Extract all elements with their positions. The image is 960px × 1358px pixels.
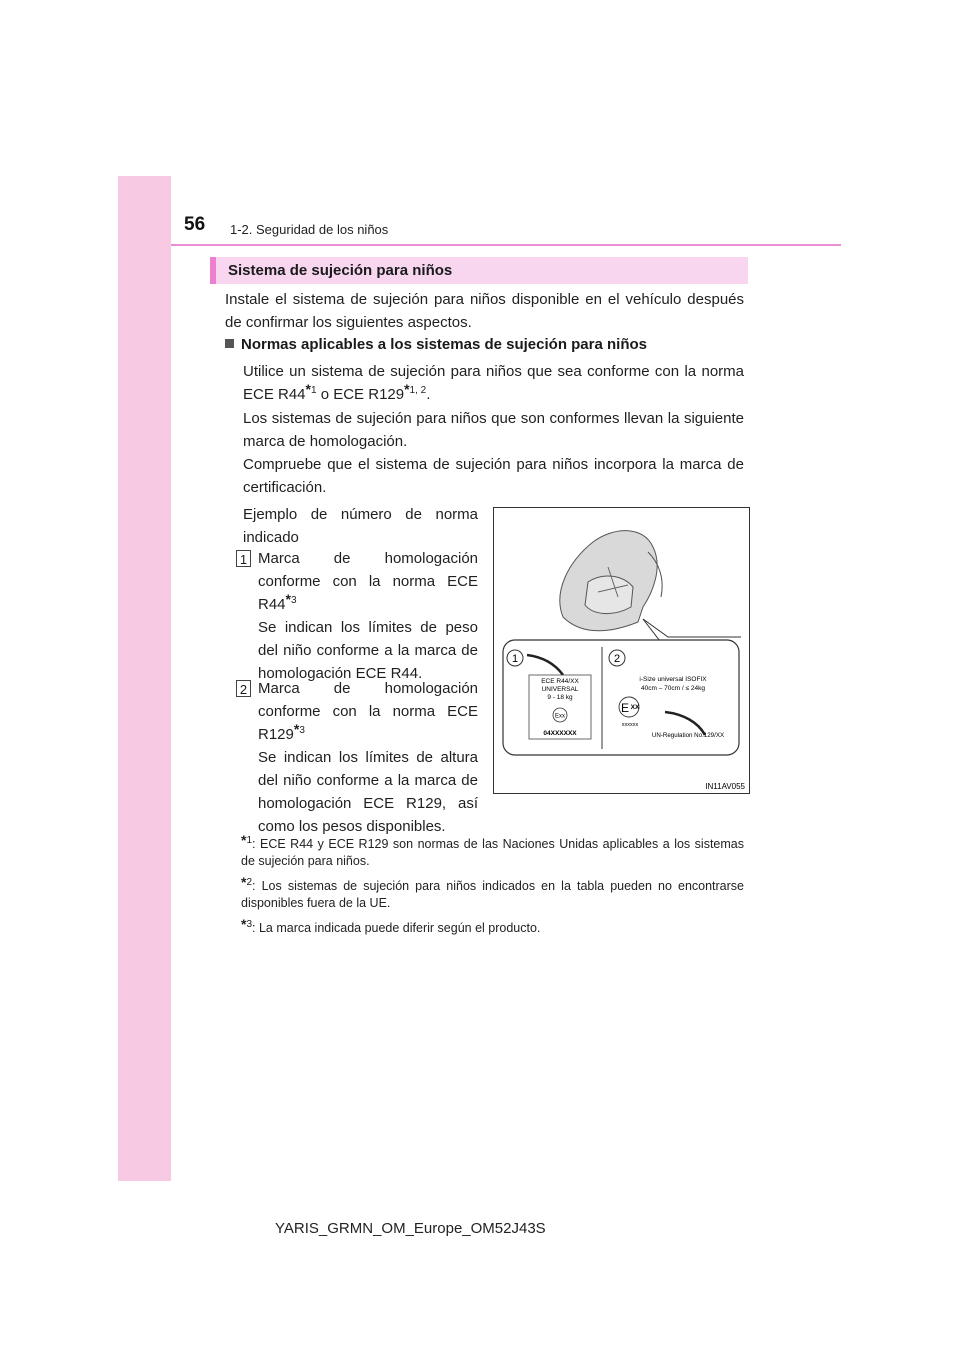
asterisk-mark: * xyxy=(241,874,247,890)
header-divider xyxy=(171,244,841,246)
figure-id: IN11AV055 xyxy=(705,782,745,791)
footnote-ref: 3 xyxy=(290,595,297,606)
asterisk-mark: * xyxy=(404,381,410,397)
section-heading-box xyxy=(210,257,748,284)
footnote-3 xyxy=(241,916,744,937)
example-label: Ejemplo de número de norma indicado xyxy=(243,506,478,546)
standards-text-c: . xyxy=(426,386,431,403)
standards-text-b: o ECE R129 xyxy=(316,386,405,403)
item-2-title: Marca de homologación conforme con la norma ECE R129 xyxy=(258,680,478,743)
subsection-heading xyxy=(225,336,647,353)
footnote-ref: 3 xyxy=(299,725,305,736)
standards-paragraph xyxy=(243,360,744,406)
footnote-number: 2 xyxy=(246,876,253,888)
footnote-2 xyxy=(241,874,744,912)
asterisk-mark: * xyxy=(241,916,247,932)
footnote-1 xyxy=(241,832,744,870)
r44-code: 04XXXXXX xyxy=(543,730,577,737)
r129-line2: 40cm – 70cm / ≤ 24kg xyxy=(641,685,705,692)
item-1 xyxy=(258,547,478,685)
square-bullet-icon xyxy=(225,339,234,348)
asterisk-mark: * xyxy=(285,591,291,607)
asterisk-mark: * xyxy=(241,832,247,848)
page-side-tab xyxy=(118,176,171,1181)
r129-mark-e: E xyxy=(620,701,630,715)
standards-text-a: Utilice un sistema de sujeción para niños que sea conforme con la norma ECE R44 xyxy=(243,363,744,403)
subsection-title: Normas aplicables a los sistemas de sujeción para niños xyxy=(241,336,647,353)
homologation-paragraph: Los sistemas de sujeción para niños que son conformes llevan la siguiente marca de homologación. xyxy=(243,410,744,450)
child-seat-label-illustration xyxy=(493,507,750,794)
r129-code: xxxxxx xyxy=(621,722,639,728)
chapter-title: 1-2. Seguridad de los niños xyxy=(230,222,389,237)
section-title: Sistema de sujeción para niños xyxy=(228,262,453,279)
footnote-text: : Los sistemas de sujeción para niños indicados en la tabla pueden no encontrarse disponibles fuera de la UE. xyxy=(241,879,744,910)
footnote-text: : ECE R44 y ECE R129 son normas de las Naciones Unidas aplicables a los sistemas de sujeción para niños. xyxy=(241,837,744,868)
intro-paragraph: Instale el sistema de sujeción para niños disponible en el vehículo después de confirmar los siguientes aspectos. xyxy=(225,291,744,331)
item-2 xyxy=(258,677,478,838)
r44-line1: ECE R44/XX xyxy=(541,678,579,685)
item-1-description: Se indican los límites de peso del niño conforme a la marca de homologación ECE R44. xyxy=(258,619,478,682)
label-1-number: 1 xyxy=(511,653,519,665)
footnote-ref: 1 xyxy=(310,385,317,396)
item-1-title: Marca de homologación conforme con la norma ECE R44 xyxy=(258,550,478,613)
r129-line1: i-Size universal ISOFIX xyxy=(639,676,707,683)
footnote-text: : La marca indicada puede diferir según el producto. xyxy=(252,921,541,935)
r129-mark-xx: XX xyxy=(630,704,640,711)
check-paragraph: Compruebe que el sistema de sujeción para niños incorpora la marca de certificación. xyxy=(243,456,744,496)
label-2-number: 2 xyxy=(613,653,621,665)
asterisk-mark: * xyxy=(305,381,311,397)
footnote-ref: 1, 2 xyxy=(409,385,427,396)
r44-line2: UNIVERSAL xyxy=(541,686,579,693)
r44-mark: Exx xyxy=(554,713,566,720)
footnote-number: 1 xyxy=(246,834,253,846)
footnote-number: 3 xyxy=(246,918,253,930)
page-number: 56 xyxy=(184,214,206,235)
r44-line3: 9 - 18 kg xyxy=(547,694,573,701)
document-footer: YARIS_GRMN_OM_Europe_OM52J43S xyxy=(275,1220,546,1237)
asterisk-mark: * xyxy=(293,721,300,737)
item-number-1: 1 xyxy=(236,550,251,567)
item-2-description: Se indican los límites de altura del niño conforme a la marca de homologación ECE R129, así como los pesos disponibles. xyxy=(258,749,478,835)
item-number-2: 2 xyxy=(236,680,251,697)
r129-regulation: UN-Regulation No.129/XX xyxy=(651,732,725,739)
